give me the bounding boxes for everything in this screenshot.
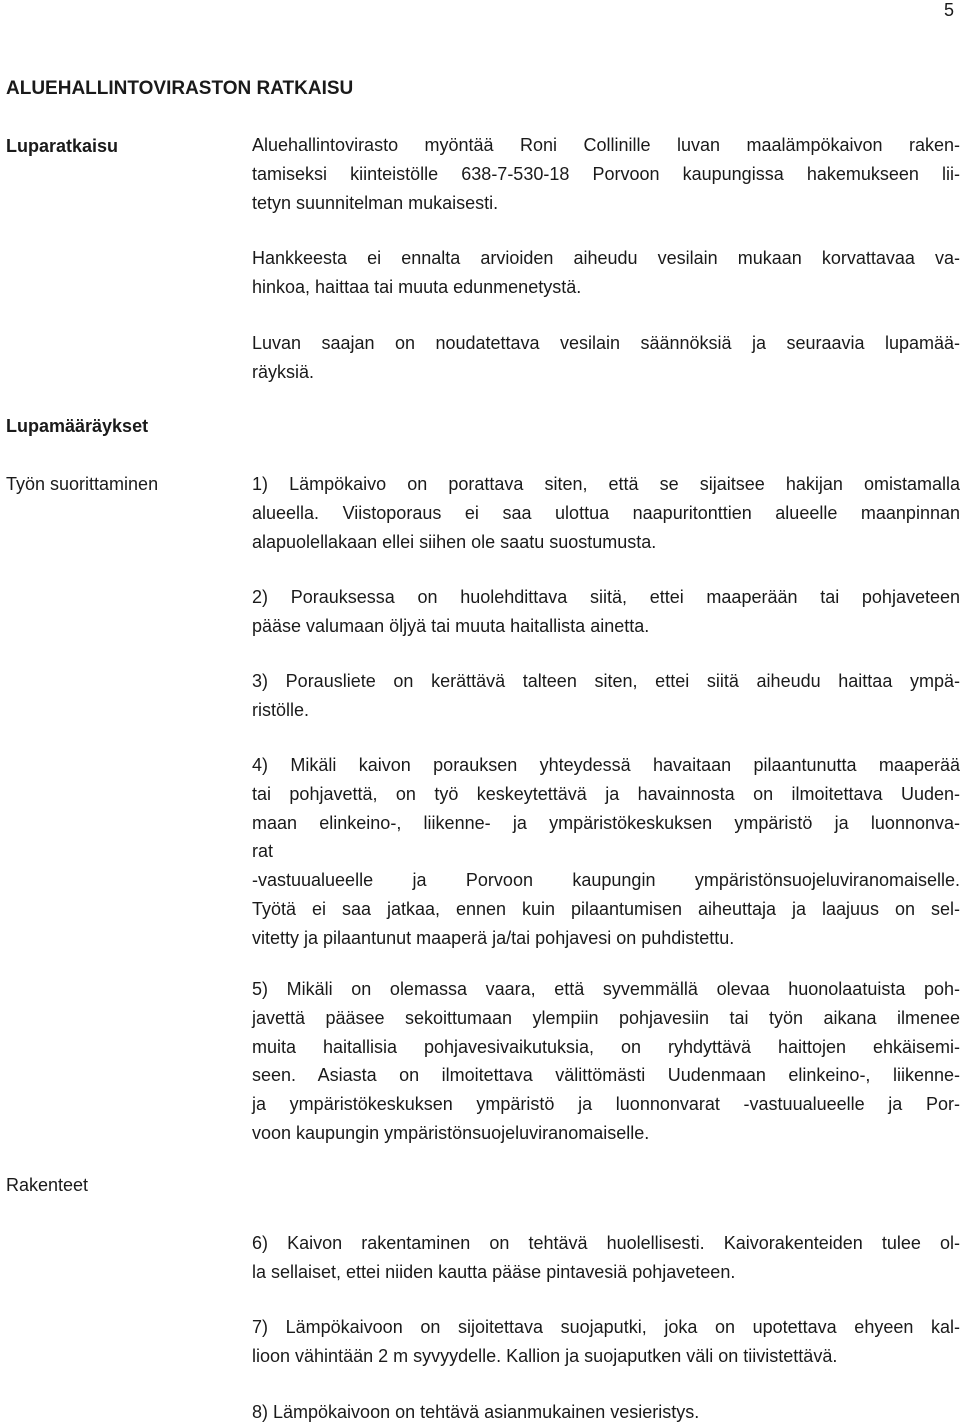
paragraph-line: räyksiä.: [252, 361, 315, 382]
paragraph: [252, 244, 960, 302]
paragraph-line: 4) Mikäli kaivon porauksen yhteydessä havaitaan pilaantunutta maaperää: [252, 755, 960, 775]
page-number: 5: [943, 0, 954, 20]
paragraph-line: voon kaupungin ympäristönsuojeluviranomaiselle.: [252, 1122, 650, 1143]
label-tyon-suorittaminen: Työn suorittaminen: [6, 474, 159, 494]
paragraph-line: tamiseksi kiinteistölle 638-7-530-18 Porvoon kaupungissa hakemukseen lii-: [252, 163, 960, 184]
label-rakenteet: Rakenteet: [6, 1175, 89, 1195]
label-luparatkaisu: Luparatkaisu: [6, 136, 119, 156]
paragraph-line: 3) Porausliete on kerättävä talteen siten, ettei siitä aiheudu haittaa ympä-: [252, 671, 960, 691]
paragraph-line: ja ympäristökeskuksen ympäristö ja luonnonvarat -vastuualueelle ja Por-: [252, 1094, 960, 1115]
paragraph-line: 8) Lämpökaivoon on tehtävä asianmukainen vesieristys.: [252, 1402, 700, 1422]
paragraph-line: 7) Lämpökaivoon on sijoitettava suojaputki, joka on upotettava ehyeen kal-: [252, 1317, 960, 1337]
paragraph-line: hinkoa, haittaa tai muuta edunmenetystä.: [252, 276, 582, 297]
paragraph: [252, 583, 960, 641]
paragraph-line: javettä pääsee sekoittumaan ylempiin pohjavesiin tai työn aikana ilmenee: [252, 1007, 960, 1028]
label-lupamaaraykset: Lupamääräykset: [6, 416, 149, 436]
paragraph-line: alueella. Viistoporaus ei saa ulottua naapuritonttien alueelle maanpinnan: [252, 502, 960, 523]
paragraph-line: 5) Mikäli on olemassa vaara, että syvemmällä olevaa huonolaatuista poh-: [252, 979, 960, 999]
paragraph-line: lioon vähintään 2 m syvyydelle. Kallion ja suojaputken väli on tiivistettävä.: [252, 1345, 838, 1366]
paragraph-line: 6) Kaivon rakentaminen on tehtävä huolellisesti. Kaivorakenteiden tulee ol-: [252, 1233, 960, 1253]
paragraph: [252, 667, 960, 725]
paragraph-line: maan elinkeino-, liikenne- ja ympäristökeskuksen ympäristö ja luonnonva-: [252, 812, 960, 833]
paragraph-line: alapuolellakaan ellei siihen ole saatu suostumusta.: [252, 531, 657, 552]
paragraph-line: Hankkeesta ei ennalta arvioiden aiheudu vesilain mukaan korvattavaa va-: [252, 248, 960, 268]
paragraph-line: Työtä ei saa jatkaa, ennen kuin pilaantumisen aiheuttaja ja laajuus on sel-: [252, 898, 960, 919]
paragraph-line: tetyn suunnitelman mukaisesti.: [252, 192, 499, 213]
paragraph: [252, 329, 960, 387]
paragraph-line: muita haitallisia pohjavesivaikutuksia, on ryhdyttävä haittojen ehkäisemi-: [252, 1036, 960, 1057]
paragraph-line: 1) Lämpökaivo on porattava siten, että se sijaitsee hakijan omistamalla: [252, 474, 960, 494]
paragraph-line: rat: [252, 841, 274, 862]
paragraph-line: pääse valumaan öljyä tai muuta haitallista ainetta.: [252, 615, 650, 636]
paragraph: [252, 1398, 960, 1427]
paragraph-line: tai pohjavettä, on työ keskeytettävä ja havainnosta on ilmoitettava Uuden-: [252, 783, 960, 804]
section-title: ALUEHALLINTOVIRASTON RATKAISU: [6, 78, 354, 99]
paragraph: [252, 1313, 960, 1371]
paragraph: [252, 131, 960, 217]
paragraph-line: 2) Porauksessa on huolehdittava siitä, ettei maaperään tai pohjaveteen: [252, 587, 960, 607]
paragraph-line: Aluehallintovirasto myöntää Roni Collinille luvan maalämpökaivon raken-: [252, 135, 960, 155]
paragraph-line: vitetty ja pilaantunut maaperä ja/tai pohjavesi on puhdistettu.: [252, 927, 735, 948]
paragraph-line: la sellaiset, ettei niiden kautta pääse pintavesiä pohjaveteen.: [252, 1261, 736, 1282]
paragraph-line: seen. Asiasta on ilmoitettava välittömästi Uudenmaan elinkeino-, liikenne-: [252, 1065, 960, 1086]
paragraph: [252, 470, 960, 556]
paragraph: [252, 751, 960, 953]
paragraph: [252, 975, 960, 1148]
paragraph-line: ristölle.: [252, 699, 310, 720]
paragraph-line: Luvan saajan on noudatettava vesilain säännöksiä ja seuraavia lupamää-: [252, 333, 960, 353]
paragraph: [252, 1229, 960, 1287]
paragraph-line: -vastuualueelle ja Porvoon kaupungin ympäristönsuojeluviranomaiselle.: [252, 870, 960, 891]
